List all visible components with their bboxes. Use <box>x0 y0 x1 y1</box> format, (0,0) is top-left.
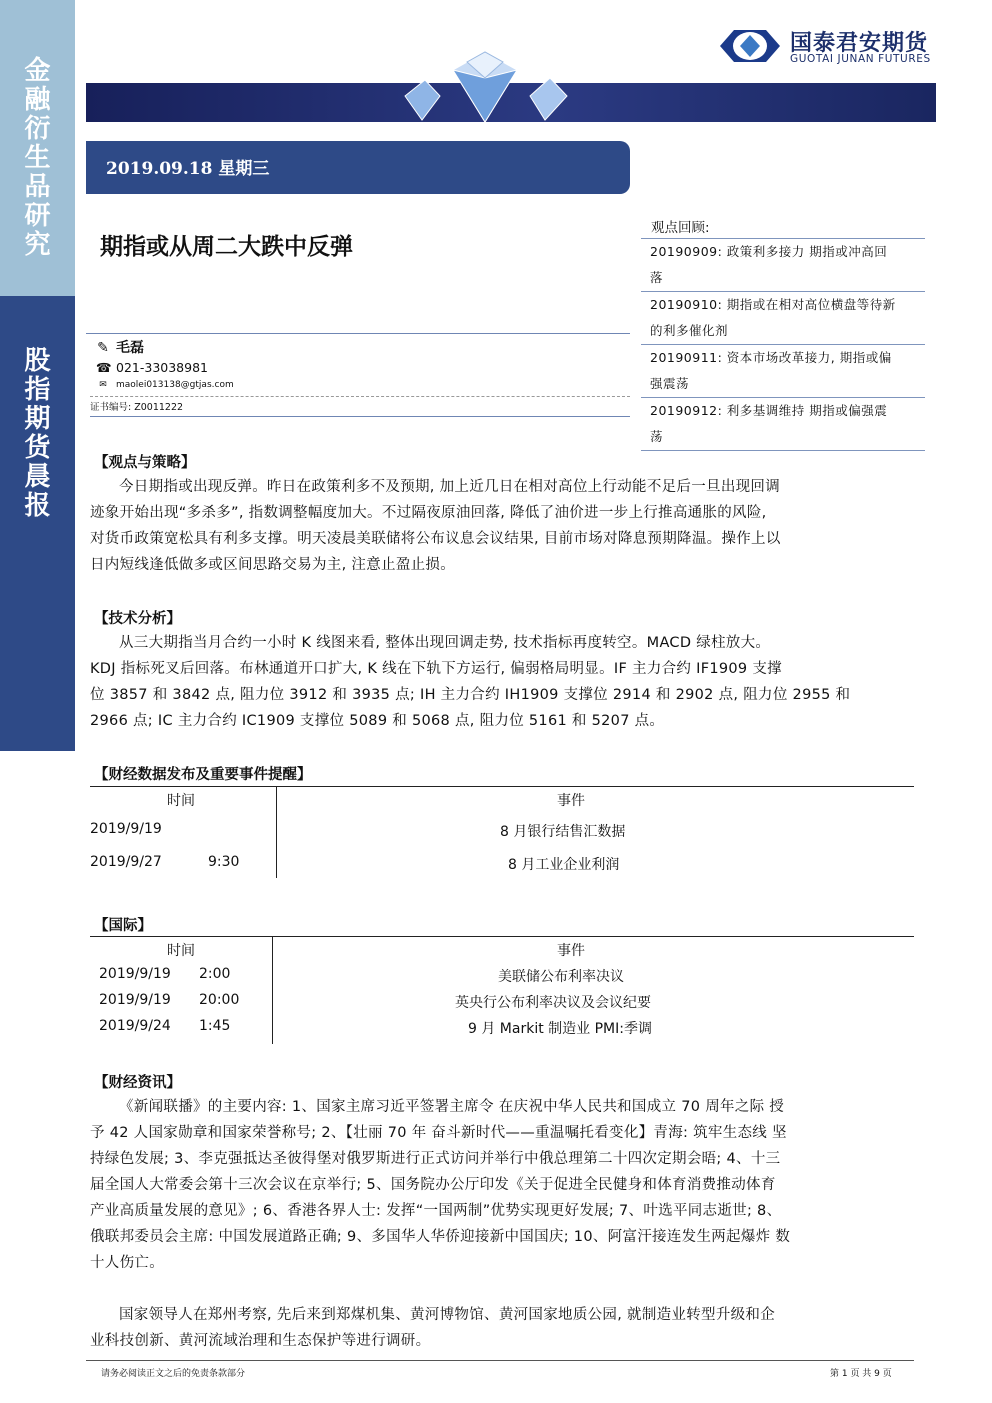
phone-icon: ☎ <box>96 360 112 375</box>
pen-icon: ✎ <box>97 340 109 356</box>
table-row: 2019/9/27 9:30 8 月工业企业利润 <box>90 854 620 873</box>
international-table <box>90 940 914 1044</box>
section-heading-strategy: 【观点与策略】 <box>94 455 196 471</box>
table-row: 2019/9/19 2:00 美联储公布利率决议 <box>99 966 624 985</box>
diamond-icon <box>385 48 585 123</box>
author-phone: ☎ 021-33038981 <box>96 360 208 375</box>
page-number: 第 1 页 共 9 页 <box>830 1369 892 1379</box>
review-heading: 观点回顾: <box>641 214 925 239</box>
section-heading-international: 【国际】 <box>94 918 152 934</box>
review-item: 20190909: 政策利多接力 期指或冲高回 落 <box>641 239 925 292</box>
footer-disclaimer: 请务必阅读正文之后的免责条款部分 <box>101 1369 246 1379</box>
report-date: 2019.09.18 星期三 <box>86 141 630 194</box>
sidebar-label-report: 股 指 期 货 晨 报 <box>24 346 51 521</box>
footer-divider <box>86 1360 914 1361</box>
section-heading-calendar: 【财经数据发布及重要事件提醒】 <box>94 767 312 783</box>
section-heading-news: 【财经资讯】 <box>94 1075 181 1091</box>
review-item: 20190911: 资本市场改革接力, 期指或偏 强震荡 <box>641 345 925 398</box>
strategy-paragraph: 今日期指或出现反弹。昨日在政策利多不及预期, 加上近几日在相对高位上行动能不足后一旦出现回调 迹象开始出现“多杀多”, 指数调整幅度加大。不过隔夜原油回落, 降低了油价进一步上行推高通胀的风险, 对货币政策宽松具有利多支撑。明天凌晨美联储将公布议息会议结果, 目前市场对降息预期降温。操作上以 日内短线逢低做多或区间思路交易为主, 注意止盈止损。 <box>90 479 781 573</box>
page-title: 期指或从周二大跌中反弹 <box>100 234 353 260</box>
table-header-row: 时间 事件 <box>167 793 585 809</box>
author-name: ✎ 毛磊 <box>97 340 144 356</box>
review-panel <box>641 214 925 451</box>
news-paragraph: 《新闻联播》的主要内容: 1、国家主席习近平签署主席令 在庆祝中华人民共和国成立 70 周年之际 授 予 42 人国家勋章和国家荣誉称号; 2、【壮丽 70 年 奋斗新时代——重温嘱托看变化】青海: 筑牢生态线 坚 持绿色发展; 3、李克强抵达圣彼得堡对俄罗斯进行正式访问并举行中俄总理第二十四次定期会晤; 4、十三 届全国人大常委会第十三次会议在京举行; 5、国务院办公厅印发《关于促进全民健身和体育消费推动体育 产业高质量发展的意见》; 6、香港各界人士: 发挥“一国两制”优势实现更好发展; 7、叶选平同志逝世; 8、 俄联邦委员会主席: 中国发展道路正确; 9、多国华人华侨迎接新中国国庆; 10、阿富汗接连发生两起爆炸 数 十人伤亡。 <box>90 1099 791 1271</box>
calendar-table <box>90 790 914 882</box>
email-icon: ✉ <box>99 380 107 390</box>
section-heading-technical: 【技术分析】 <box>94 611 181 627</box>
technical-paragraph: 从三大期指当月合约一小时 K 线图来看, 整体出现回调走势, 技术指标再度转空。MACD 绿柱放大。 KDJ 指标死叉后回落。布林通道开口扩大, K 线在下轨下方运行, 偏弱格局明显。IF 主力合约 IF1909 支撑 位 3857 和 3842 点, 阻力位 3912 和 3935 点; IH 主力合约 IH1909 支撑位 2914 和 2902 点, 阻力位 2955 和 2966 点; IC 主力合约 IC1909 支撑位 5089 和 5068 点, 阻力位 5161 和 5207 点。 <box>90 635 851 729</box>
company-logo-icon <box>718 26 782 66</box>
table-header-row: 时间 事件 <box>167 943 585 959</box>
brand-name-en: GUOTAI JUNAN FUTURES <box>790 53 931 65</box>
review-item: 20190910: 期指或在相对高位横盘等待新 的利多催化剂 <box>641 292 925 345</box>
brand-name-cn: 国泰君安期货 <box>790 31 929 56</box>
sidebar-label-research: 金 融 衍 生 品 研 究 <box>24 56 51 260</box>
certificate-number: 证书编号: Z0011222 <box>90 396 630 417</box>
table-row: 2019/9/19 8 月银行结售汇数据 <box>90 821 626 840</box>
calendar-top-rule <box>90 786 914 787</box>
news-paragraph-2: 国家领导人在郑州考察, 先后来到郑煤机集、黄河博物馆、黄河国家地质公园, 就制造业转型升级和企 业科技创新、黄河流域治理和生态保护等进行调研。 <box>90 1307 776 1349</box>
table-row: 2019/9/24 1:45 9 月 Markit 制造业 PMI:季调 <box>99 1018 652 1037</box>
author-divider <box>86 333 630 334</box>
table-row: 2019/9/19 20:00 英央行公布利率决议及会议纪要 <box>99 992 651 1011</box>
review-item: 20190912: 利多基调维持 期指或偏强震 荡 <box>641 398 925 451</box>
international-top-rule <box>90 936 914 937</box>
author-email[interactable]: ✉ maolei013138@gtjas.com <box>96 380 234 390</box>
